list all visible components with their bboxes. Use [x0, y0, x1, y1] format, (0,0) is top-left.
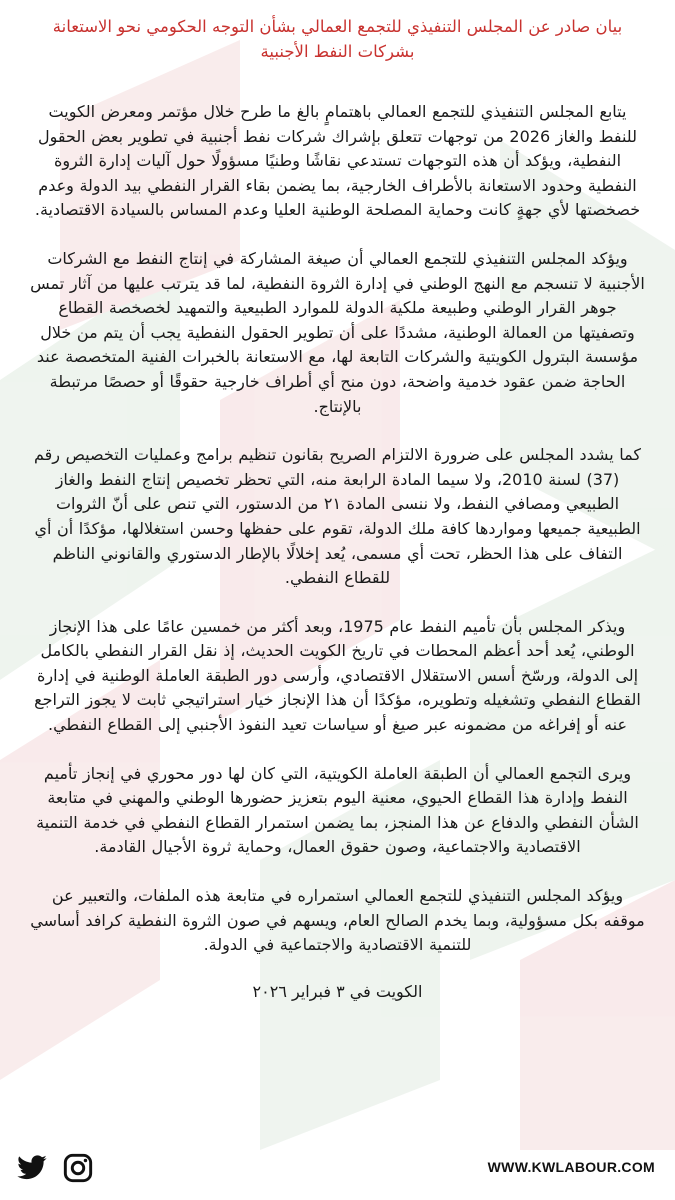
statement-content: [30, 14, 645, 1001]
paragraph-2: ويؤكد المجلس التنفيذي للتجمع العمالي أن صيغة المشاركة في إنتاج النفط مع الشركات الأجنبية لا تنسجم مع النهج الوطني في إدارة الثروة النفطية، لما قد يترتب عليها من آثار تمس جوهر القرار الوطني وطبيعة ملكية الدولة للموارد الطبيعية والتمهيد لخصخصة القطاع وتصفيتها من العمالة الوطنية، مشددًا على أن تطوير الحقول النفطية يجب أن يتم من خلال مؤسسة البترول الكويتية والشركات التابعة لها، مع الاستعانة بالخبرات الفنية المتخصصة عند الحاجة ضمن عقود خدمية واضحة، دون منح أي أطراف خارجية حقوقًا أو حصصًا مرتبطة بالإنتاج.: [30, 248, 645, 416]
website-link[interactable]: WWW.KWLABOUR.COM: [487, 1159, 655, 1175]
statement-date: الكويت في ٣ فبراير ٢٠٢٦: [252, 981, 423, 1001]
statement-title: بيان صادر عن المجلس التنفيذي للتجمع العمالي بشأن التوجه الحكومي نحو الاستعانة بشركات النفط الأجنبية: [52, 17, 623, 61]
paragraph-3: كما يشدد المجلس على ضرورة الالتزام الصريح بقانون تنظيم برامج وعمليات التخصيص رقم (37) لسنة 2010، ولا سيما المادة الرابعة منه، التي تحظر تخصيص إنتاج النفط والغاز الطبيعي ومصافي النفط، ولا ننسى المادة ٢١ من الدستور، التي تنص على أنّ الثروات الطبيعية جميعها ومواردها كافة ملك الدولة، تقوم على حفظها وحسن استغلالها، مؤكدًا أن أي التفاف على هذا الحظر، تحت أي مسمى، يُعد إخلالًا بالإطار الدستوري والقانوني الناظم للقطاع النفطي.: [33, 445, 642, 588]
twitter-icon[interactable]: [16, 1152, 48, 1184]
paragraph-1: يتابع المجلس التنفيذي للتجمع العمالي باهتمامٍ بالغ ما طرح خلال مؤتمر ومعرض الكويت للنفط والغاز 2026 من توجهات تتعلق بإشراك شركات نفط أجنبية في تطوير بعض الحقول النفطية، ويؤكد أن هذه التوجهات تستدعي نقاشًا وطنيًا مسؤولًا حول آليات إدارة الثروة النفطية وحدود الاستعانة بالأطراف الخارجية، بما يضمن بقاء القرار النفطي بيد الدولة وعدم خصخصتها لأي جهةٍ كانت وحماية المصلحة الوطنية العليا وعدم المساس بالسيادة الاقتصادية.: [34, 102, 641, 220]
paragraph-6: ويؤكد المجلس التنفيذي للتجمع العمالي استمراره في متابعة هذه الملفات، والتعبير عن موقفه بكل مسؤولية، وبما يخدم الصالح العام، ويسهم في صون الثروة النفطية كرافد أساسي للتنمية الاقتصادية والاجتماعية في الدولة.: [30, 886, 645, 955]
paragraph-5: ويرى التجمع العمالي أن الطبقة العاملة الكويتية، التي كان لها دور محوري في إنجاز تأميم النفط وإدارة هذا القطاع الحيوي، معنية اليوم بتعزيز حضورها الوطني والمهني في متابعة الشأن النفطي والدفاع عن هذا المنجز، بما يضمن استمرار القطاع النفطي في خدمة التنمية الاقتصادية والاجتماعية، وصون حقوق العمال، وحماية ثروة الأجيال القادمة.: [36, 763, 639, 857]
social-links: [16, 1152, 94, 1184]
instagram-icon[interactable]: [62, 1152, 94, 1184]
footer: [0, 1150, 675, 1186]
paragraph-4: ويذكر المجلس بأن تأميم النفط عام 1975، وبعد أكثر من خمسين عامًا على هذا الإنجاز الوطني، يُعد أحد أعظم المحطات في تاريخ الكويت الحديث، إذ نقل القرار النفطي بالكامل إلى الدولة، ورسّخ أسس الاستقلال الاقتصادي، وأرسى دور الطبقة العاملة الوطنية في إدارة القطاع النفطي وتشغيله وتطويره، مؤكدًا أن هذا الإنجاز خيار استراتيجي ثابت لا يجوز التراجع عنه أو إفراغه من مضمونه عبر صيغ أو سياسات تعيد النفوذ الأجنبي إلى القطاع النفطي.: [34, 616, 641, 735]
